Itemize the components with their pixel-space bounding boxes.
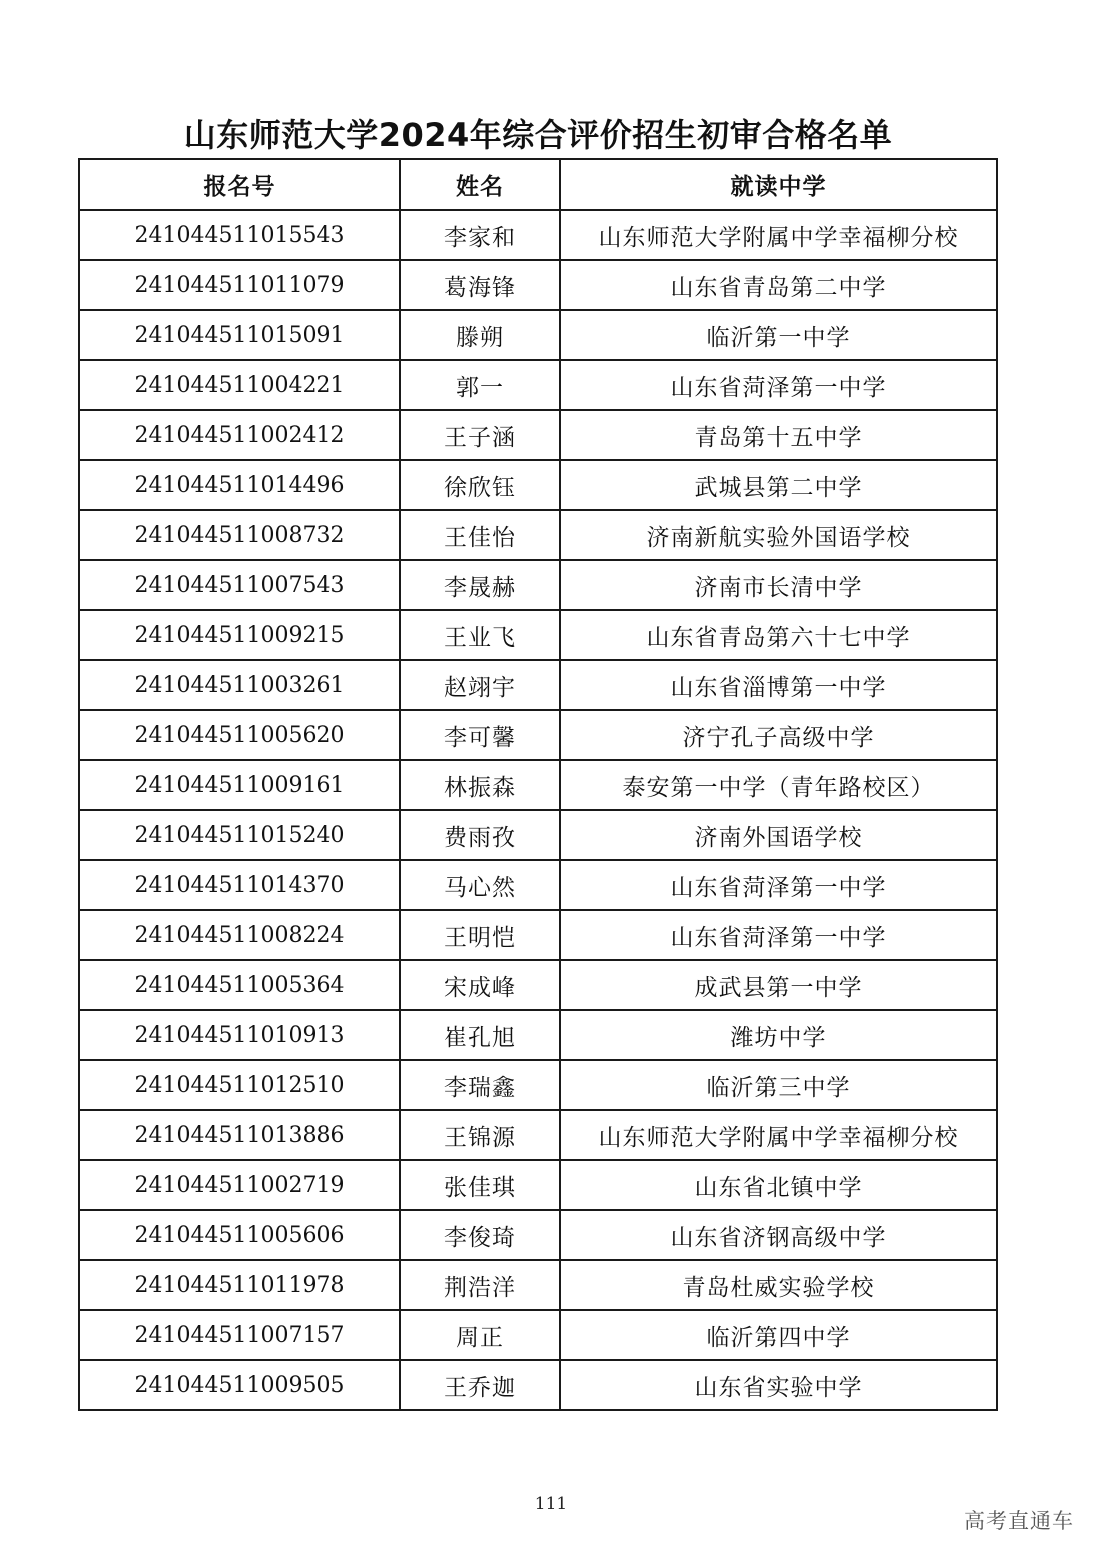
- student-name-cell: 李家和: [400, 210, 560, 260]
- student-name-cell: 王明恺: [400, 910, 560, 960]
- student-name-cell: 徐欣钰: [400, 460, 560, 510]
- student-name-cell: 王锦源: [400, 1110, 560, 1160]
- school-name-cell: 山东省淄博第一中学: [560, 660, 997, 710]
- school-name-cell: 济南新航实验外国语学校: [560, 510, 997, 560]
- table-row: [79, 910, 997, 960]
- school-name-cell: 济宁孔子高级中学: [560, 710, 997, 760]
- table-row: [79, 760, 997, 810]
- student-name-cell: 葛海锋: [400, 260, 560, 310]
- student-name-cell: 王乔迦: [400, 1360, 560, 1410]
- registration-number-cell: 241044511009215: [79, 610, 400, 660]
- student-name-cell: 赵翊宇: [400, 660, 560, 710]
- school-name-cell: 山东省菏泽第一中学: [560, 860, 997, 910]
- school-name-cell: 临沂第四中学: [560, 1310, 997, 1360]
- table-row: [79, 710, 997, 760]
- header-registration-number: 报名号: [79, 159, 400, 210]
- header-school: 就读中学: [560, 159, 997, 210]
- registration-number-cell: 241044511015091: [79, 310, 400, 360]
- registration-number-cell: 241044511003261: [79, 660, 400, 710]
- school-name-cell: 成武县第一中学: [560, 960, 997, 1010]
- table-row: [79, 1160, 997, 1210]
- table-row: [79, 1310, 997, 1360]
- table-row: [79, 460, 997, 510]
- student-name-cell: 林振森: [400, 760, 560, 810]
- registration-number-cell: 241044511002719: [79, 1160, 400, 1210]
- registration-number-cell: 241044511007157: [79, 1310, 400, 1360]
- school-name-cell: 山东省北镇中学: [560, 1160, 997, 1210]
- student-name-cell: 荆浩洋: [400, 1260, 560, 1310]
- table-row: [79, 1110, 997, 1160]
- table-row: [79, 660, 997, 710]
- school-name-cell: 济南市长清中学: [560, 560, 997, 610]
- school-name-cell: 济南外国语学校: [560, 810, 997, 860]
- table-row: [79, 560, 997, 610]
- table-header-row: [79, 159, 997, 210]
- table-row: [79, 1260, 997, 1310]
- student-name-cell: 郭一: [400, 360, 560, 410]
- student-name-cell: 李可馨: [400, 710, 560, 760]
- page-title: 山东师范大学2024年综合评价招生初审合格名单: [183, 116, 893, 154]
- student-name-cell: 宋成峰: [400, 960, 560, 1010]
- registration-number-cell: 241044511014370: [79, 860, 400, 910]
- registration-number-cell: 241044511010913: [79, 1010, 400, 1060]
- school-name-cell: 山东省青岛第二中学: [560, 260, 997, 310]
- school-name-cell: 青岛杜威实验学校: [560, 1260, 997, 1310]
- student-name-cell: 崔孔旭: [400, 1010, 560, 1060]
- table-row: [79, 210, 997, 260]
- table-row: [79, 1010, 997, 1060]
- table-row: [79, 610, 997, 660]
- registration-number-cell: 241044511015543: [79, 210, 400, 260]
- table-row: [79, 960, 997, 1010]
- table-body: [79, 210, 997, 1410]
- student-name-cell: 滕朔: [400, 310, 560, 360]
- student-name-cell: 费雨孜: [400, 810, 560, 860]
- table-row: [79, 860, 997, 910]
- student-name-cell: 周正: [400, 1310, 560, 1360]
- student-name-cell: 李俊琦: [400, 1210, 560, 1260]
- table-row: [79, 810, 997, 860]
- school-name-cell: 武城县第二中学: [560, 460, 997, 510]
- student-name-cell: 王佳怡: [400, 510, 560, 560]
- school-name-cell: 青岛第十五中学: [560, 410, 997, 460]
- student-name-cell: 王子涵: [400, 410, 560, 460]
- registration-number-cell: 241044511005620: [79, 710, 400, 760]
- registration-number-cell: 241044511014496: [79, 460, 400, 510]
- watermark-text: 高考直通车: [964, 1509, 1074, 1533]
- school-name-cell: 山东省实验中学: [560, 1360, 997, 1410]
- registration-number-cell: 241044511015240: [79, 810, 400, 860]
- registration-number-cell: 241044511013886: [79, 1110, 400, 1160]
- registration-number-cell: 241044511004221: [79, 360, 400, 410]
- registration-number-cell: 241044511005364: [79, 960, 400, 1010]
- registration-number-cell: 241044511008732: [79, 510, 400, 560]
- table-row: [79, 1360, 997, 1410]
- school-name-cell: 山东省青岛第六十七中学: [560, 610, 997, 660]
- registration-number-cell: 241044511005606: [79, 1210, 400, 1260]
- school-name-cell: 山东省菏泽第一中学: [560, 910, 997, 960]
- student-name-cell: 张佳琪: [400, 1160, 560, 1210]
- school-name-cell: 山东师范大学附属中学幸福柳分校: [560, 1110, 997, 1160]
- school-name-cell: 泰安第一中学（青年路校区）: [560, 760, 997, 810]
- table-row: [79, 510, 997, 560]
- registration-number-cell: 241044511009161: [79, 760, 400, 810]
- registration-number-cell: 241044511011079: [79, 260, 400, 310]
- registration-number-cell: 241044511009505: [79, 1360, 400, 1410]
- school-name-cell: 潍坊中学: [560, 1010, 997, 1060]
- registration-number-cell: 241044511007543: [79, 560, 400, 610]
- page-number: 111: [534, 1494, 568, 1514]
- school-name-cell: 临沂第一中学: [560, 310, 997, 360]
- school-name-cell: 山东省菏泽第一中学: [560, 360, 997, 410]
- registration-number-cell: 241044511011978: [79, 1260, 400, 1310]
- student-name-cell: 马心然: [400, 860, 560, 910]
- student-name-cell: 李瑞鑫: [400, 1060, 560, 1110]
- registration-number-cell: 241044511012510: [79, 1060, 400, 1110]
- admission-list-table: [78, 158, 998, 1411]
- table-row: [79, 310, 997, 360]
- student-name-cell: 李晟赫: [400, 560, 560, 610]
- school-name-cell: 山东师范大学附属中学幸福柳分校: [560, 210, 997, 260]
- header-name: 姓名: [400, 159, 560, 210]
- student-name-cell: 王业飞: [400, 610, 560, 660]
- table-row: [79, 360, 997, 410]
- table-row: [79, 1210, 997, 1260]
- table-row: [79, 1060, 997, 1110]
- registration-number-cell: 241044511008224: [79, 910, 400, 960]
- table-row: [79, 260, 997, 310]
- school-name-cell: 临沂第三中学: [560, 1060, 997, 1110]
- table-row: [79, 410, 997, 460]
- school-name-cell: 山东省济钢高级中学: [560, 1210, 997, 1260]
- registration-number-cell: 241044511002412: [79, 410, 400, 460]
